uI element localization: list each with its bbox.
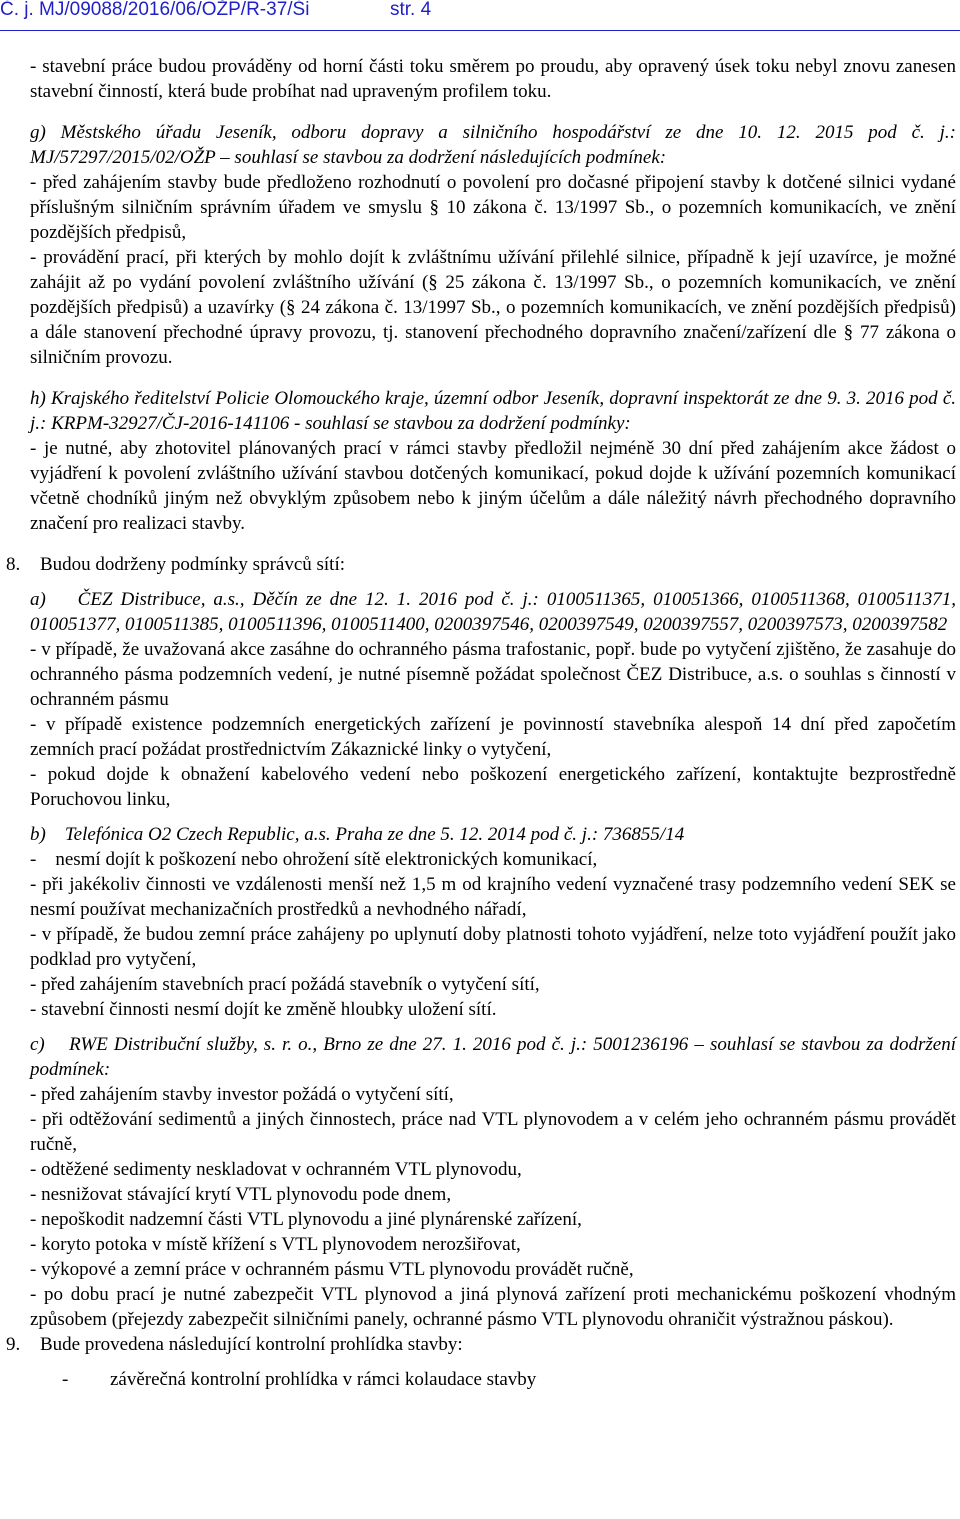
network-c-item-3: - odtěžené sedimenty neskladovat v ochranném VTL plynovodu, — [30, 1159, 522, 1180]
condition-h-heading-tail: souhlasí se stavbou za dodržení podmínky: — [300, 413, 631, 434]
condition-h-heading-authority: h) Krajského ředitelství Policie Olomouckého kraje, územní odbor Jeseník, dopravní inspektorát ze dne 9. 3. 2016 pod č. j.: KRPM-32927/ČJ-2016-141106 - — [30, 388, 956, 434]
network-c-item-5: - nepoškodit nadzemní části VTL plynovodu a jiné plynárenské zařízení, — [30, 1209, 582, 1230]
network-c-item-7: - výkopové a zemní práce v ochranném pásmu VTL plynovodu provádět ručně, — [30, 1259, 634, 1280]
network-b-item-4: - před zahájením stavebních prací požádá stavebník o vytyčení sítí, — [30, 974, 540, 995]
document-body — [6, 54, 956, 1392]
network-a-item-2: - v případě existence podzemních energetických zařízení je povinností stavebníka alespoň 14 dní před započetím zemních prací požádat prostřednictvím Zákaznické linky o vytyčení, — [30, 714, 956, 760]
page-number: str. 4 — [390, 0, 432, 20]
network-b-heading: b) Telefónica O2 Czech Republic, a.s. Praha ze dne 5. 12. 2014 pod č. j.: 736855/14 — [30, 824, 685, 845]
section-9-item — [30, 1367, 956, 1392]
condition-g-item-1: - před zahájením stavby bude předloženo rozhodnutí o povolení pro dočasné připojení stavby k dotčené silnici vydané příslušným silničním správním úřadem ve smyslu § 10 zákona č. 13/1997 Sb., o pozemních komunikacích, ve znění pozdějších předpisů, — [30, 172, 956, 243]
network-c-item-1: - před zahájením stavby investor požádá o vytyčení sítí, — [30, 1084, 454, 1105]
condition-h-item-1: - je nutné, aby zhotovitel plánovaných prací v rámci stavby předložil nejméně 30 dní před zahájením akce žádost o vyjádření k povolení zvláštního užívání stavbou dotčených komunikací, pokud dojde k užívání pozemních komunikací včetně chodníků jiným než obvyklým způsobem nebo k jiným účelům a dále náležitý návrh přechodného dopravního značení pro realizaci stavby. — [30, 438, 956, 534]
network-c-item-6: - koryto potoka v místě křížení s VTL plynovodem nerozšiřovat, — [30, 1234, 521, 1255]
header-divider — [0, 30, 960, 31]
network-b-item-2: - při jakékoliv činnosti ve vzdálenosti menší než 1,5 m od krajního vedení vyznačené trasy podzemního vedení SEK se nesmí používat mechanizačních prostředků a nevhodného nářadí, — [30, 874, 956, 920]
section-9-text: Bude provedena následující kontrolní prohlídka stavby: — [40, 1334, 463, 1355]
section-8-title — [6, 552, 956, 577]
section-8-text: Budou dodrženy podmínky správců sítí: — [40, 554, 346, 575]
paragraph-stream-works: - stavební práce budou prováděny od horní části toku směrem po proudu, aby opravený úsek toku nebyl znovu zanesen stavební činností, která bude probíhat nad upraveným profilem toku. — [30, 56, 956, 102]
section-9-item-dash: - — [62, 1369, 69, 1390]
section-9-item-text: závěrečná kontrolní prohlídka v rámci kolaudace stavby — [110, 1369, 537, 1390]
network-c-item-8: - po dobu prací je nutné zabezpečit VTL plynovod a jiná plynová zařízení proti mechanickému poškození vhodným způsobem (přejezdy zabezpečit silničními panely, ochranné pásmo VTL plynovodu ohraničit výstražnou páskou). — [30, 1284, 956, 1330]
network-b-item-5: - stavební činnosti nesmí dojít ke změně hloubky uložení sítí. — [30, 999, 497, 1020]
network-c-item-4: - nesnižovat stávající krytí VTL plynovodu pode dnem, — [30, 1184, 452, 1205]
page-header — [0, 0, 960, 25]
condition-h-heading — [30, 386, 956, 436]
network-a-item-3: - pokud dojde k obnažení kabelového vedení nebo poškození energetického zařízení, kontaktujte bezprostředně Poruchovou linku, — [30, 764, 956, 810]
section-9-title — [6, 1332, 956, 1357]
condition-g-heading: g) Městského úřadu Jeseník, odboru dopravy a silničního hospodářství ze dne 10. 12. 2015 pod č. j.: MJ/57297/2015/02/OŽP – souhlasí se stavbou za dodržení následujících podmínek: — [30, 122, 956, 168]
network-c-heading: c) RWE Distribuční služby, s. r. o., Brno ze dne 27. 1. 2016 pod č. j.: 5001236196 – souhlasí se stavbou za dodržení podmínek: — [30, 1034, 956, 1080]
network-b-item-1: - nesmí dojít k poškození nebo ohrožení sítě elektronických komunikací, — [30, 849, 598, 870]
section-9-number: 9. — [6, 1334, 21, 1355]
network-a-heading: a) ČEZ Distribuce, a.s., Děčín ze dne 12. 1. 2016 pod č. j.: 0100511365, 010051366, 0100511368, 0100511371, 010051377, 0100511385, 0100511396, 0100511400, 0200397546, 0200397549, 0200397557, 0200397573, 0200397582 — [30, 589, 956, 635]
network-a-item-1: - v případě, že uvažovaná akce zasáhne do ochranného pásma trafostanic, popř. bude po vytyčení zjištěno, že zasahuje do ochranného pásma podzemních vedení, je nutné písemně požádat společnost ČEZ Distribuce, a.s. o souhlas s činností v ochranném pásmu — [30, 639, 956, 710]
condition-g-item-2: - provádění prací, při kterých by mohlo dojít k zvláštnímu užívání přilehlé silnice, případně k její uzavírce, je možné zahájit až po vydání povolení zvláštního užívání (§ 25 zákona č. 13/1997 Sb., o pozemních komunikacích, ve znění pozdějších předpisů) a uzavírky (§ 24 zákona č. 13/1997 Sb., o pozemních komunikacích, ve znění pozdějších předpisů) a dále stanovení přechodné úpravy provozu, tj. stanovení přechodného dopravního značení/zařízení dle § 77 zákona o silničním provozu. — [30, 247, 956, 368]
document-reference: Č. j. MJ/09088/2016/06/OŽP/R-37/Ši — [0, 0, 310, 20]
network-b-item-3: - v případě, že budou zemní práce zahájeny po uplynutí doby platnosti tohoto vyjádření, nelze toto vyjádření použít jako podklad pro vytyčení, — [30, 924, 956, 970]
network-c-item-2: - při odtěžování sedimentů a jiných činnostech, práce nad VTL plynovodem a v celém jeho ochranném pásmu provádět ručně, — [30, 1109, 956, 1155]
section-8-number: 8. — [6, 554, 21, 575]
